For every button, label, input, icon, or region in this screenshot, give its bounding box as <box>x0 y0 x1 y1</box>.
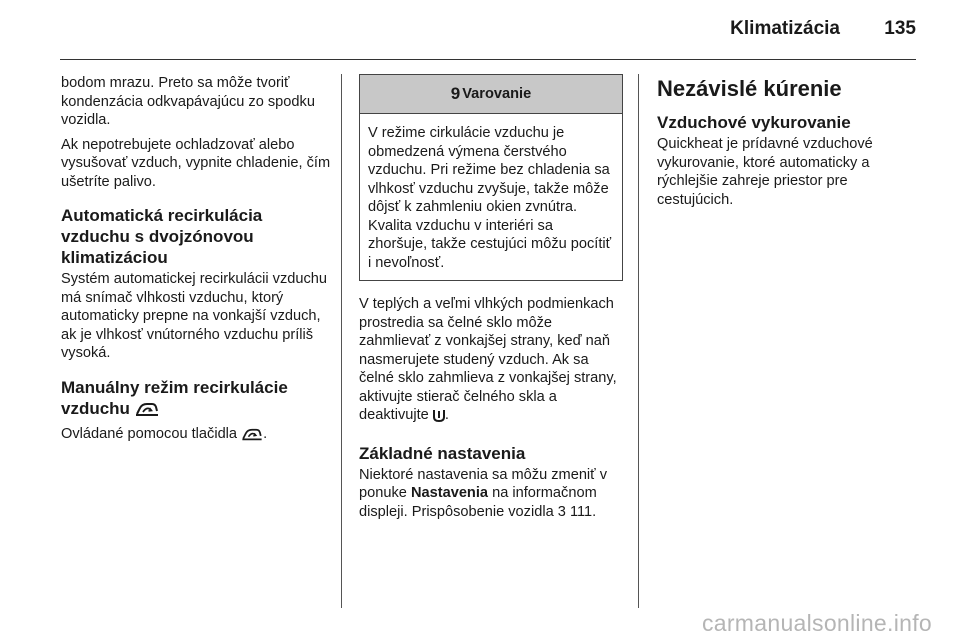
warning-triangle-icon: 9 <box>450 83 461 103</box>
paragraph: V teplých a veľmi vlhkých podmienkach prostredia sa čelné sklo môže zahmlievať z vonkajšej strany, keď naň nasmerujete studený vzduch. Ak sa čelné sklo zahmlieva z vonkajšej strany, aktivujte stierač čelného skla a deaktivujte . <box>359 295 623 429</box>
page-section-title: Klimatizácia <box>730 18 840 39</box>
chapter-title: Nezávislé kúrenie <box>657 76 842 101</box>
warning-box <box>359 74 623 281</box>
warning-header <box>360 75 622 114</box>
watermark: carmanualsonline.info <box>701 610 932 636</box>
column-left <box>61 74 333 453</box>
section-heading: Vzduchové vykurovanie <box>657 113 851 132</box>
section-heading <box>61 377 333 423</box>
paragraph: Ak nepotrebujete ochladzovať alebo vysušovať vzduch, vypnite chladenie, čím ušetríte palivo. <box>61 136 331 190</box>
menu-reference: Nastavenia <box>410 485 489 501</box>
page-number: 135 <box>884 18 916 39</box>
column-divider <box>638 74 639 608</box>
paragraph: Ovládané pomocou tlačidla . <box>61 425 333 448</box>
page-header <box>0 0 960 60</box>
paragraph: Systém automatickej recirkulácii vzduchu má snímač vlhkosti vzduchu, ktorý automaticky prepne na vonkajší vzduch, ak je vlhkosť vnútorného vzduchu príliš vysoká. <box>61 271 328 361</box>
section-heading: Automatická recirkulácia vzduchu s dvojzónovou klimatizáciou <box>61 206 263 267</box>
column-middle <box>359 74 623 527</box>
paragraph: Niektoré nastavenia sa môžu zmeniť v ponuke Nastavenia na informačnom displeji. Prispôsobenie vozidla 3 111. <box>359 466 608 520</box>
paragraph: bodom mrazu. Preto sa môže tvoriť kondenzácia odkvapávajúcu zo spodku vozidla. <box>61 75 315 128</box>
warning-title: Varovanie <box>462 85 532 102</box>
cooling-icon <box>433 409 445 429</box>
section-heading: Základné nastavenia <box>359 443 526 463</box>
heading-text: Manuálny režim recirkulácie vzduchu <box>61 377 288 418</box>
warning-text: V režime cirkulácie vzduchu je obmedzená výmena čerstvého vzduchu. Pri režime bez chladenia sa vlhkosť vzduchu zvyšuje, takže môže dôjsť k zahmleniu okien zvnútra. Kvalita vzduchu v interiéri sa zhoršuje, takže cestujúci môžu pocítiť i nevoľnosť. <box>368 125 612 271</box>
recirculation-icon <box>135 402 159 423</box>
header-rule <box>60 59 916 60</box>
column-divider <box>341 74 342 608</box>
page-reference: 111. <box>569 503 597 520</box>
recirculation-icon <box>241 428 263 448</box>
paragraph: Quickheat je prídavné vzduchové vykurovanie, ktoré automaticky a rýchlejšie zahreje priestor pre cestujúcich. <box>657 136 873 208</box>
page-reference-icon: 3 <box>557 503 566 520</box>
column-right <box>657 74 919 215</box>
